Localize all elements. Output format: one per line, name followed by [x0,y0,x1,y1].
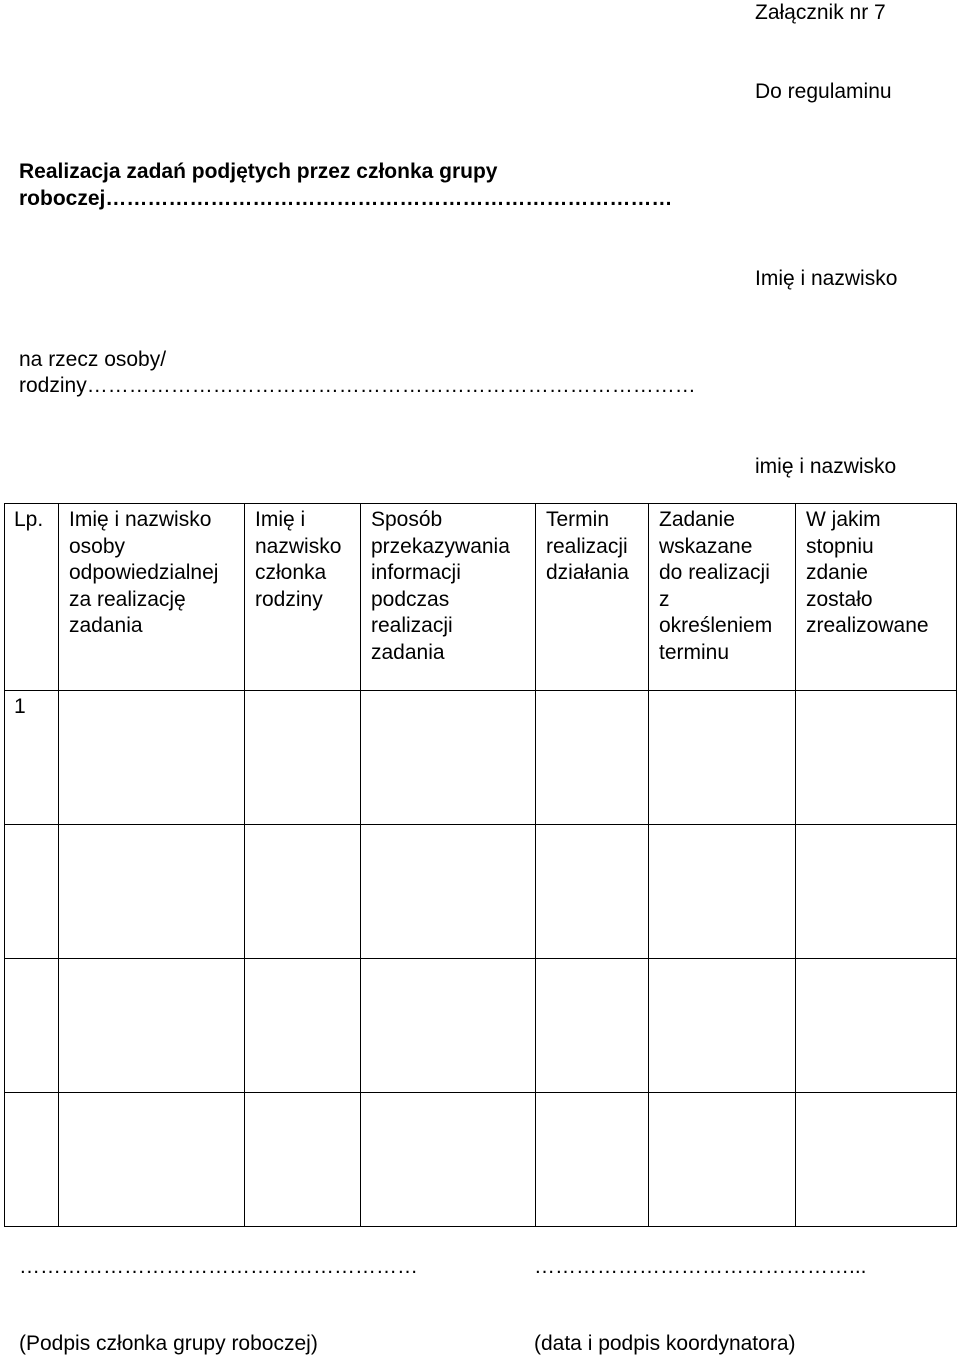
member-name-caption: Imię i nazwisko [755,267,898,290]
table-header-row [5,504,957,691]
table-cell[interactable]: 1 [5,691,59,825]
task-realization-table [4,503,957,1227]
header-completion-degree: W jakim stopniu zdanie zostało zrealizowane [796,504,957,691]
table-row [5,825,957,959]
table-row [5,691,957,825]
table-cell[interactable] [59,959,245,1093]
table-cell[interactable] [59,825,245,959]
table-cell[interactable] [5,959,59,1093]
table-cell[interactable] [245,691,361,825]
member-signature-caption: (Podpis członka grupy roboczej) [19,1332,318,1355]
table-cell[interactable] [796,1093,957,1227]
header-lp: Lp. [5,504,59,691]
header-deadline: Termin realizacji działania [536,504,649,691]
beneficiary-name-caption: imię i nazwisko [755,455,897,478]
table-cell[interactable] [361,825,536,959]
coordinator-signature-line: ………………………………………... [534,1255,867,1278]
table-cell[interactable] [796,959,957,1093]
table-cell[interactable] [649,959,796,1093]
table-cell[interactable] [245,825,361,959]
header-assigned-task: Zadanie wskazane do realizacji z określeniem terminu [649,504,796,691]
table-cell[interactable] [361,959,536,1093]
table-cell[interactable] [59,691,245,825]
coordinator-signature-caption: (data i podpis koordynatora) [534,1332,796,1355]
table-cell[interactable] [5,825,59,959]
table-cell[interactable] [361,691,536,825]
table-cell[interactable] [536,959,649,1093]
table-row [5,1093,957,1227]
header-family-member: Imię i nazwisko członka rodziny [245,504,361,691]
header-responsible-person: Imię i nazwisko osoby odpowiedzialnej za realizację zadania [59,504,245,691]
member-signature-line: ………………………………………………… [19,1255,418,1278]
table-cell[interactable] [536,1093,649,1227]
header-communication-method: Sposób przekazywania informacji podczas realizacji zadania [361,504,536,691]
form-title: Realizacja zadań podjętych przez członka grupy [19,160,498,183]
table-cell[interactable] [361,1093,536,1227]
beneficiary-label: na rzecz osoby/ [19,348,167,371]
attachment-label: Załącznik nr 7 [755,1,886,24]
table-cell[interactable] [536,825,649,959]
table-cell[interactable] [5,1093,59,1227]
table-cell[interactable] [245,1093,361,1227]
table-cell[interactable] [649,1093,796,1227]
table-cell[interactable] [796,825,957,959]
form-title-continuation: roboczej……………………………………………………………………… [19,187,673,210]
table-cell[interactable] [796,691,957,825]
beneficiary-field: rodziny…………………………………………………………………………… [19,374,696,397]
table-cell[interactable] [245,959,361,1093]
table-cell[interactable] [649,825,796,959]
regulation-label: Do regulaminu [755,80,892,103]
table-cell[interactable] [59,1093,245,1227]
table-cell[interactable] [649,691,796,825]
table-row [5,959,957,1093]
table-cell[interactable] [536,691,649,825]
